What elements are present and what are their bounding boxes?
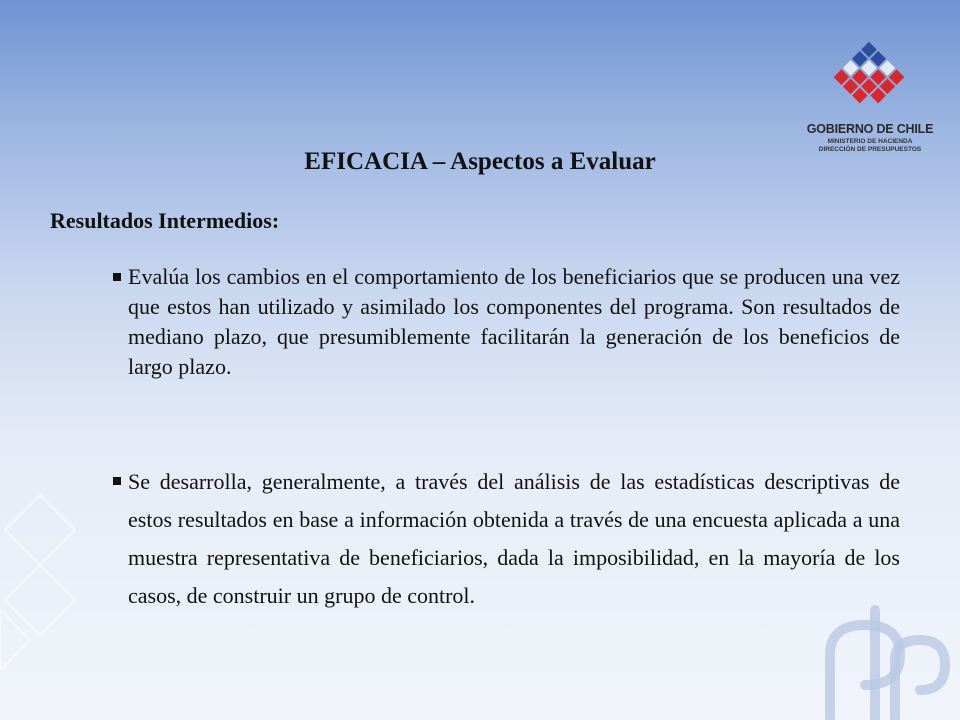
slide-title: EFICACIA – Aspectos a Evaluar	[304, 148, 656, 175]
bullet-paragraph: Evalúa los cambios en el comportamiento de los beneficiarios que se producen una vez que estos han utilizado y asimilado los componentes del programa. Son resultados de mediano plazo, que presumiblemente facilitarán la generación de los beneficios de largo plazo.	[128, 264, 900, 379]
slide-subtitle: Resultados Intermedios:	[50, 208, 280, 233]
square-bullet-icon	[113, 477, 121, 485]
logo-subtitle-direction: DIRECCIÓN DE PRESUPUESTOS	[818, 146, 922, 153]
logo-subtitle-ministry: MINISTERIO DE HACIENDA	[827, 138, 913, 145]
gobierno-de-chile-logo-icon	[824, 40, 914, 120]
decorative-diamonds-icon	[0, 0, 120, 720]
dipres-watermark-icon	[790, 600, 960, 720]
square-bullet-icon	[113, 273, 121, 281]
bullet-paragraph: Se desarrolla, generalmente, a través del análisis de las estadísticas descriptivas de estos resultados en base a información obtenida a través de una encuesta aplicada a una muestra representativa de beneficiarios, dada la imposibilidad, en la mayoría de los casos, de construir un grupo de control.	[128, 469, 900, 608]
gobierno-de-chile-logo	[800, 40, 940, 160]
logo-title: GOBIERNO DE CHILE	[806, 122, 934, 136]
